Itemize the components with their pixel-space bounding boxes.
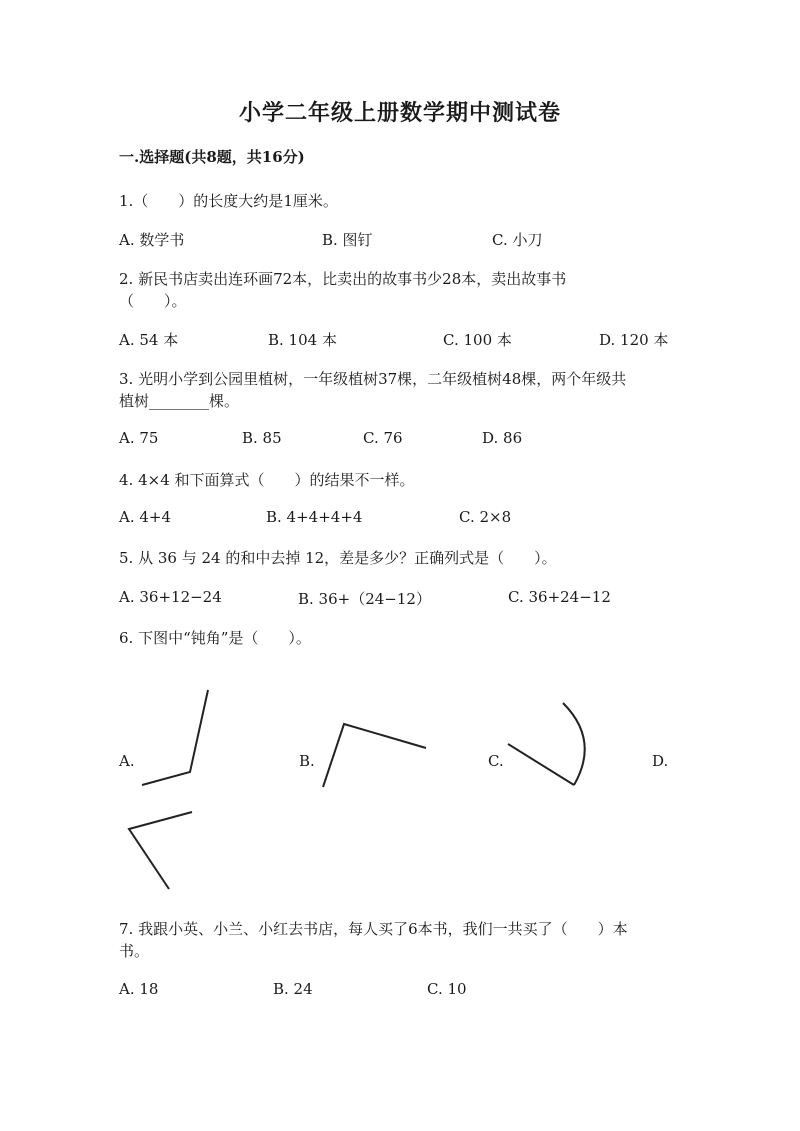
q4-option-c: C. 2×8 — [459, 508, 512, 526]
q4-option-a: A. 4+4 — [119, 508, 172, 526]
angle-b-figure — [323, 724, 426, 787]
question-7-line-2: 书。 — [119, 942, 150, 960]
question-3-line-1: 3. 光明小学到公园里植树，一年级植树37棵，二年级植树48棵，两个年级共 — [119, 370, 627, 388]
question-5: 5. 从 36 与 24 的和中去掉 12，差是多少？正确列式是（ ）。 — [119, 549, 557, 567]
question-2-line-1: 2. 新民书店卖出连环画72本，比卖出的故事书少28本，卖出故事书 — [119, 270, 567, 288]
question-2-line-2: （ ）。 — [119, 292, 187, 310]
q6-option-c-label: C. — [488, 752, 504, 770]
q5-option-a: A. 36+12−24 — [119, 588, 222, 606]
question-1: 1.（ ）的长度大约是1厘米。 — [119, 192, 338, 210]
q7-option-c: C. 10 — [427, 980, 467, 998]
q2-option-a: A. 54 本 — [119, 331, 179, 349]
q3-option-d: D. 86 — [482, 429, 523, 447]
q2-option-d: D. 120 本 — [599, 331, 669, 349]
angle-d-figure — [129, 812, 192, 889]
q6-option-b-label: B. — [299, 752, 315, 770]
q2-option-c: C. 100 本 — [443, 331, 512, 349]
page-title: 小学二年级上册数学期中测试卷 — [238, 100, 561, 126]
section-heading: 一.选择题(共8题，共16分) — [119, 148, 305, 166]
q5-option-b: B. 36+（24−12） — [298, 590, 431, 608]
angle-a-figure — [142, 690, 208, 785]
q7-option-a: A. 18 — [119, 980, 159, 998]
question-3-line-2: 植树________棵。 — [119, 392, 240, 410]
q7-option-b: B. 24 — [273, 980, 313, 998]
question-6: 6. 下图中“钝角”是（ ）。 — [119, 629, 311, 647]
q3-option-a: A. 75 — [119, 429, 159, 447]
q1-option-a: A. 数学书 — [119, 231, 185, 249]
q6-option-d-label: D. — [652, 752, 669, 770]
q2-option-b: B. 104 本 — [268, 331, 337, 349]
q1-option-b: B. 图钉 — [322, 231, 373, 249]
q6-option-a-label: A. — [119, 752, 135, 770]
q3-option-b: B. 85 — [242, 429, 282, 447]
q4-option-b: B. 4+4+4+4 — [266, 508, 363, 526]
q3-option-c: C. 76 — [363, 429, 403, 447]
question-7-line-1: 7. 我跟小英、小兰、小红去书店，每人买了6本书，我们一共买了（ ）本 — [119, 920, 628, 938]
angle-c-figure — [508, 703, 585, 785]
q1-option-c: C. 小刀 — [492, 231, 543, 249]
question-4: 4. 4×4 和下面算式（ ）的结果不一样。 — [119, 471, 415, 489]
q5-option-c: C. 36+24−12 — [508, 588, 611, 606]
